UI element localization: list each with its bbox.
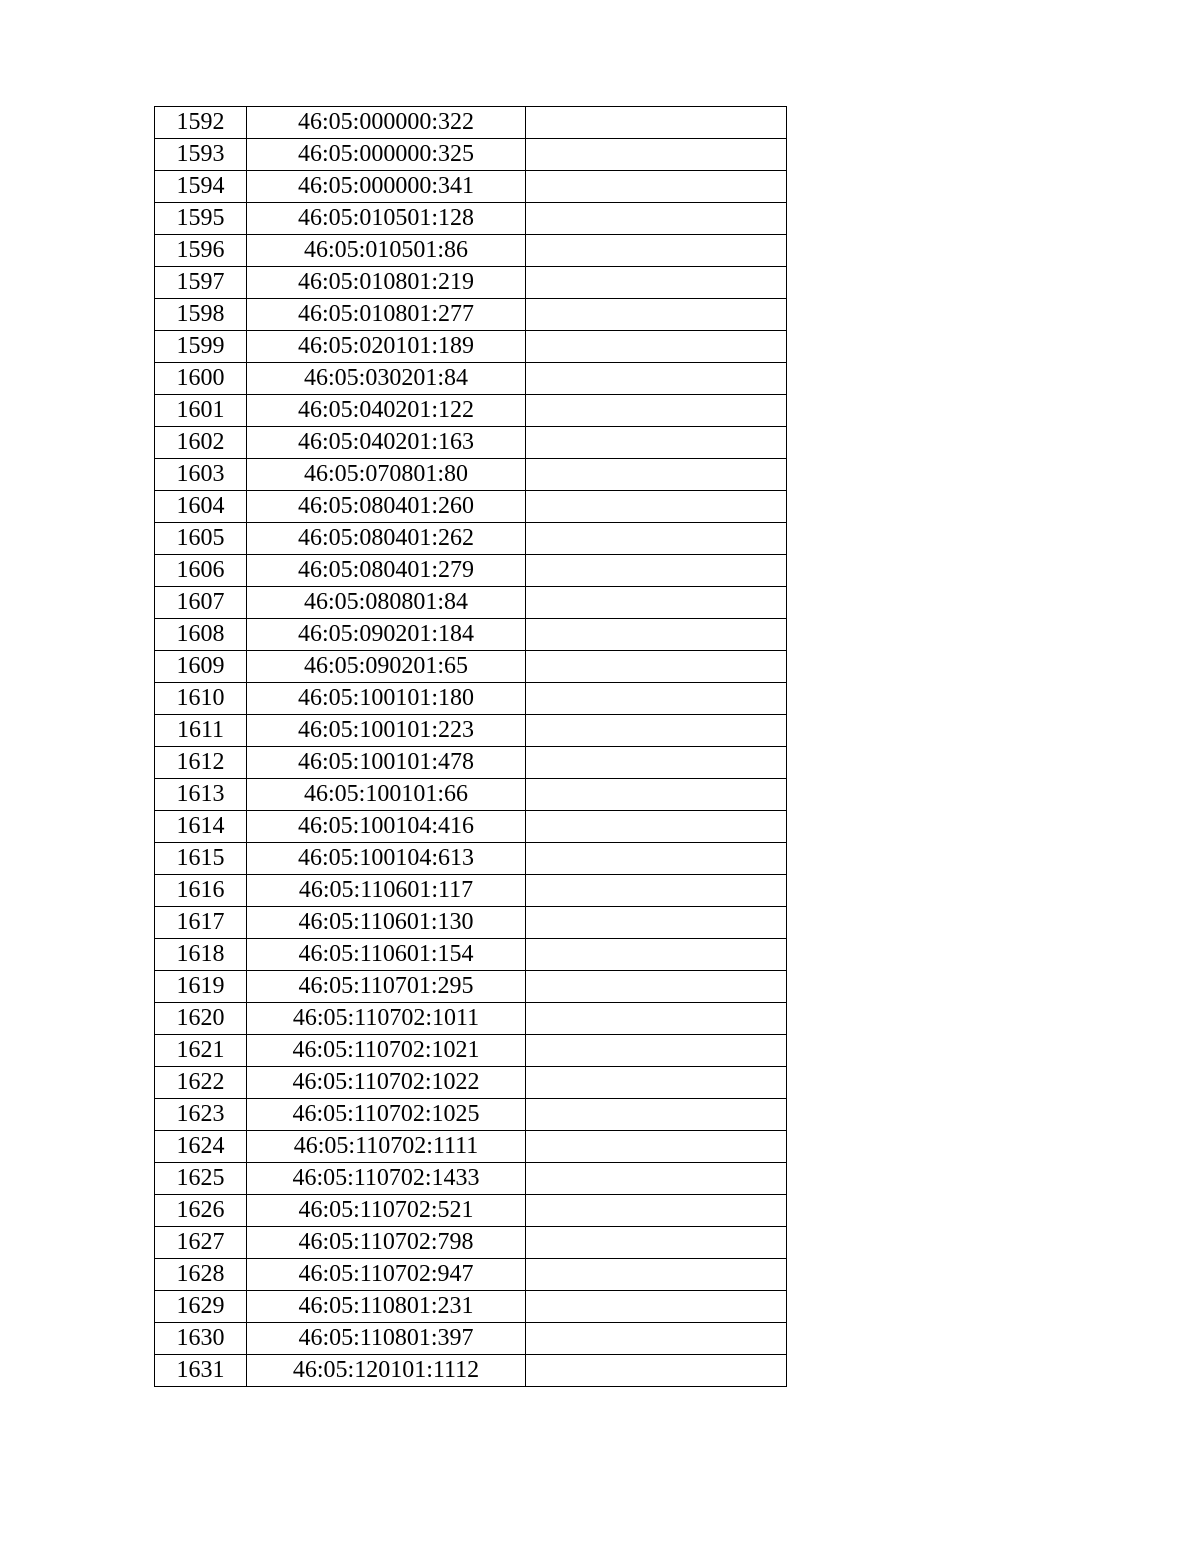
empty-cell — [526, 715, 787, 747]
table-row — [155, 1131, 787, 1163]
cadastral-number-cell: 46:05:100104:613 — [247, 843, 526, 875]
row-number-cell: 1593 — [155, 139, 247, 171]
row-number-cell: 1612 — [155, 747, 247, 779]
empty-cell — [526, 651, 787, 683]
row-number-cell: 1601 — [155, 395, 247, 427]
table-row — [155, 1003, 787, 1035]
cadastral-table — [154, 106, 787, 1387]
row-number-cell: 1617 — [155, 907, 247, 939]
empty-cell — [526, 843, 787, 875]
empty-cell — [526, 907, 787, 939]
cadastral-number-cell: 46:05:010501:86 — [247, 235, 526, 267]
cadastral-number-cell: 46:05:110702:1111 — [247, 1131, 526, 1163]
cadastral-number-cell: 46:05:110702:798 — [247, 1227, 526, 1259]
table-row — [155, 1227, 787, 1259]
row-number-cell: 1615 — [155, 843, 247, 875]
row-number-cell: 1626 — [155, 1195, 247, 1227]
table-row — [155, 555, 787, 587]
empty-cell — [526, 1323, 787, 1355]
table-row — [155, 683, 787, 715]
table-row — [155, 203, 787, 235]
table-row — [155, 651, 787, 683]
row-number-cell: 1608 — [155, 619, 247, 651]
empty-cell — [526, 747, 787, 779]
table-row — [155, 875, 787, 907]
empty-cell — [526, 811, 787, 843]
row-number-cell: 1622 — [155, 1067, 247, 1099]
table-row — [155, 459, 787, 491]
row-number-cell: 1630 — [155, 1323, 247, 1355]
cadastral-number-cell: 46:05:080801:84 — [247, 587, 526, 619]
row-number-cell: 1598 — [155, 299, 247, 331]
cadastral-number-cell: 46:05:030201:84 — [247, 363, 526, 395]
row-number-cell: 1613 — [155, 779, 247, 811]
empty-cell — [526, 939, 787, 971]
cadastral-number-cell: 46:05:110601:154 — [247, 939, 526, 971]
table-row — [155, 267, 787, 299]
cadastral-number-cell: 46:05:080401:279 — [247, 555, 526, 587]
cadastral-number-cell: 46:05:110702:1025 — [247, 1099, 526, 1131]
cadastral-number-cell: 46:05:110702:1011 — [247, 1003, 526, 1035]
row-number-cell: 1625 — [155, 1163, 247, 1195]
table-row — [155, 1067, 787, 1099]
table-row — [155, 715, 787, 747]
table-row — [155, 427, 787, 459]
row-number-cell: 1619 — [155, 971, 247, 1003]
row-number-cell: 1616 — [155, 875, 247, 907]
empty-cell — [526, 395, 787, 427]
empty-cell — [526, 555, 787, 587]
cadastral-number-cell: 46:05:020101:189 — [247, 331, 526, 363]
table-row — [155, 1035, 787, 1067]
cadastral-number-cell: 46:05:080401:262 — [247, 523, 526, 555]
row-number-cell: 1623 — [155, 1099, 247, 1131]
cadastral-number-cell: 46:05:000000:341 — [247, 171, 526, 203]
empty-cell — [526, 1355, 787, 1387]
row-number-cell: 1621 — [155, 1035, 247, 1067]
empty-cell — [526, 523, 787, 555]
table-row — [155, 939, 787, 971]
empty-cell — [526, 1195, 787, 1227]
row-number-cell: 1620 — [155, 1003, 247, 1035]
row-number-cell: 1596 — [155, 235, 247, 267]
row-number-cell: 1599 — [155, 331, 247, 363]
cadastral-number-cell: 46:05:100101:180 — [247, 683, 526, 715]
cadastral-number-cell: 46:05:110601:117 — [247, 875, 526, 907]
cadastral-number-cell: 46:05:110801:231 — [247, 1291, 526, 1323]
empty-cell — [526, 683, 787, 715]
table-row — [155, 843, 787, 875]
empty-cell — [526, 1163, 787, 1195]
empty-cell — [526, 363, 787, 395]
row-number-cell: 1603 — [155, 459, 247, 491]
table-row — [155, 587, 787, 619]
row-number-cell: 1614 — [155, 811, 247, 843]
empty-cell — [526, 971, 787, 1003]
cadastral-number-cell: 46:05:110702:1433 — [247, 1163, 526, 1195]
empty-cell — [526, 1291, 787, 1323]
empty-cell — [526, 779, 787, 811]
table-row — [155, 971, 787, 1003]
table-row — [155, 171, 787, 203]
row-number-cell: 1610 — [155, 683, 247, 715]
cadastral-number-cell: 46:05:080401:260 — [247, 491, 526, 523]
table-row — [155, 1323, 787, 1355]
empty-cell — [526, 1259, 787, 1291]
empty-cell — [526, 331, 787, 363]
empty-cell — [526, 875, 787, 907]
cadastral-number-cell: 46:05:110702:1022 — [247, 1067, 526, 1099]
row-number-cell: 1594 — [155, 171, 247, 203]
cadastral-number-cell: 46:05:010801:219 — [247, 267, 526, 299]
empty-cell — [526, 491, 787, 523]
cadastral-number-cell: 46:05:110801:397 — [247, 1323, 526, 1355]
cadastral-number-cell: 46:05:120101:1112 — [247, 1355, 526, 1387]
empty-cell — [526, 203, 787, 235]
empty-cell — [526, 1227, 787, 1259]
empty-cell — [526, 299, 787, 331]
cadastral-number-cell: 46:05:000000:322 — [247, 107, 526, 139]
cadastral-number-cell: 46:05:010801:277 — [247, 299, 526, 331]
table-row — [155, 523, 787, 555]
cadastral-number-cell: 46:05:100101:223 — [247, 715, 526, 747]
table-row — [155, 299, 787, 331]
cadastral-number-cell: 46:05:040201:163 — [247, 427, 526, 459]
table-row — [155, 811, 787, 843]
cadastral-number-cell: 46:05:090201:184 — [247, 619, 526, 651]
empty-cell — [526, 1067, 787, 1099]
cadastral-number-cell: 46:05:110702:947 — [247, 1259, 526, 1291]
cadastral-number-cell: 46:05:000000:325 — [247, 139, 526, 171]
cadastral-number-cell: 46:05:100104:416 — [247, 811, 526, 843]
table-row — [155, 235, 787, 267]
cadastral-number-cell: 46:05:070801:80 — [247, 459, 526, 491]
table-row — [155, 1195, 787, 1227]
cadastral-number-cell: 46:05:110701:295 — [247, 971, 526, 1003]
table-row — [155, 1099, 787, 1131]
table-row — [155, 1291, 787, 1323]
table-row — [155, 1259, 787, 1291]
empty-cell — [526, 235, 787, 267]
row-number-cell: 1607 — [155, 587, 247, 619]
empty-cell — [526, 171, 787, 203]
table-row — [155, 1163, 787, 1195]
cadastral-number-cell: 46:05:100101:66 — [247, 779, 526, 811]
cadastral-number-cell: 46:05:110601:130 — [247, 907, 526, 939]
table-row — [155, 907, 787, 939]
empty-cell — [526, 1099, 787, 1131]
row-number-cell: 1618 — [155, 939, 247, 971]
table-row — [155, 331, 787, 363]
table-row — [155, 747, 787, 779]
empty-cell — [526, 1035, 787, 1067]
empty-cell — [526, 427, 787, 459]
cadastral-number-cell: 46:05:040201:122 — [247, 395, 526, 427]
row-number-cell: 1597 — [155, 267, 247, 299]
row-number-cell: 1627 — [155, 1227, 247, 1259]
row-number-cell: 1611 — [155, 715, 247, 747]
table-body — [155, 107, 787, 1387]
row-number-cell: 1592 — [155, 107, 247, 139]
row-number-cell: 1624 — [155, 1131, 247, 1163]
row-number-cell: 1631 — [155, 1355, 247, 1387]
cadastral-number-cell: 46:05:110702:521 — [247, 1195, 526, 1227]
table-row — [155, 491, 787, 523]
row-number-cell: 1602 — [155, 427, 247, 459]
cadastral-number-cell: 46:05:010501:128 — [247, 203, 526, 235]
cadastral-number-cell: 46:05:100101:478 — [247, 747, 526, 779]
empty-cell — [526, 1131, 787, 1163]
cadastral-number-cell: 46:05:090201:65 — [247, 651, 526, 683]
row-number-cell: 1628 — [155, 1259, 247, 1291]
table-row — [155, 1355, 787, 1387]
empty-cell — [526, 107, 787, 139]
empty-cell — [526, 459, 787, 491]
row-number-cell: 1609 — [155, 651, 247, 683]
row-number-cell: 1595 — [155, 203, 247, 235]
table-row — [155, 139, 787, 171]
empty-cell — [526, 139, 787, 171]
empty-cell — [526, 587, 787, 619]
table-row — [155, 395, 787, 427]
row-number-cell: 1604 — [155, 491, 247, 523]
table-row — [155, 779, 787, 811]
row-number-cell: 1605 — [155, 523, 247, 555]
table-row — [155, 619, 787, 651]
empty-cell — [526, 619, 787, 651]
table-row — [155, 363, 787, 395]
cadastral-number-cell: 46:05:110702:1021 — [247, 1035, 526, 1067]
empty-cell — [526, 1003, 787, 1035]
empty-cell — [526, 267, 787, 299]
row-number-cell: 1606 — [155, 555, 247, 587]
row-number-cell: 1600 — [155, 363, 247, 395]
row-number-cell: 1629 — [155, 1291, 247, 1323]
table-row — [155, 107, 787, 139]
